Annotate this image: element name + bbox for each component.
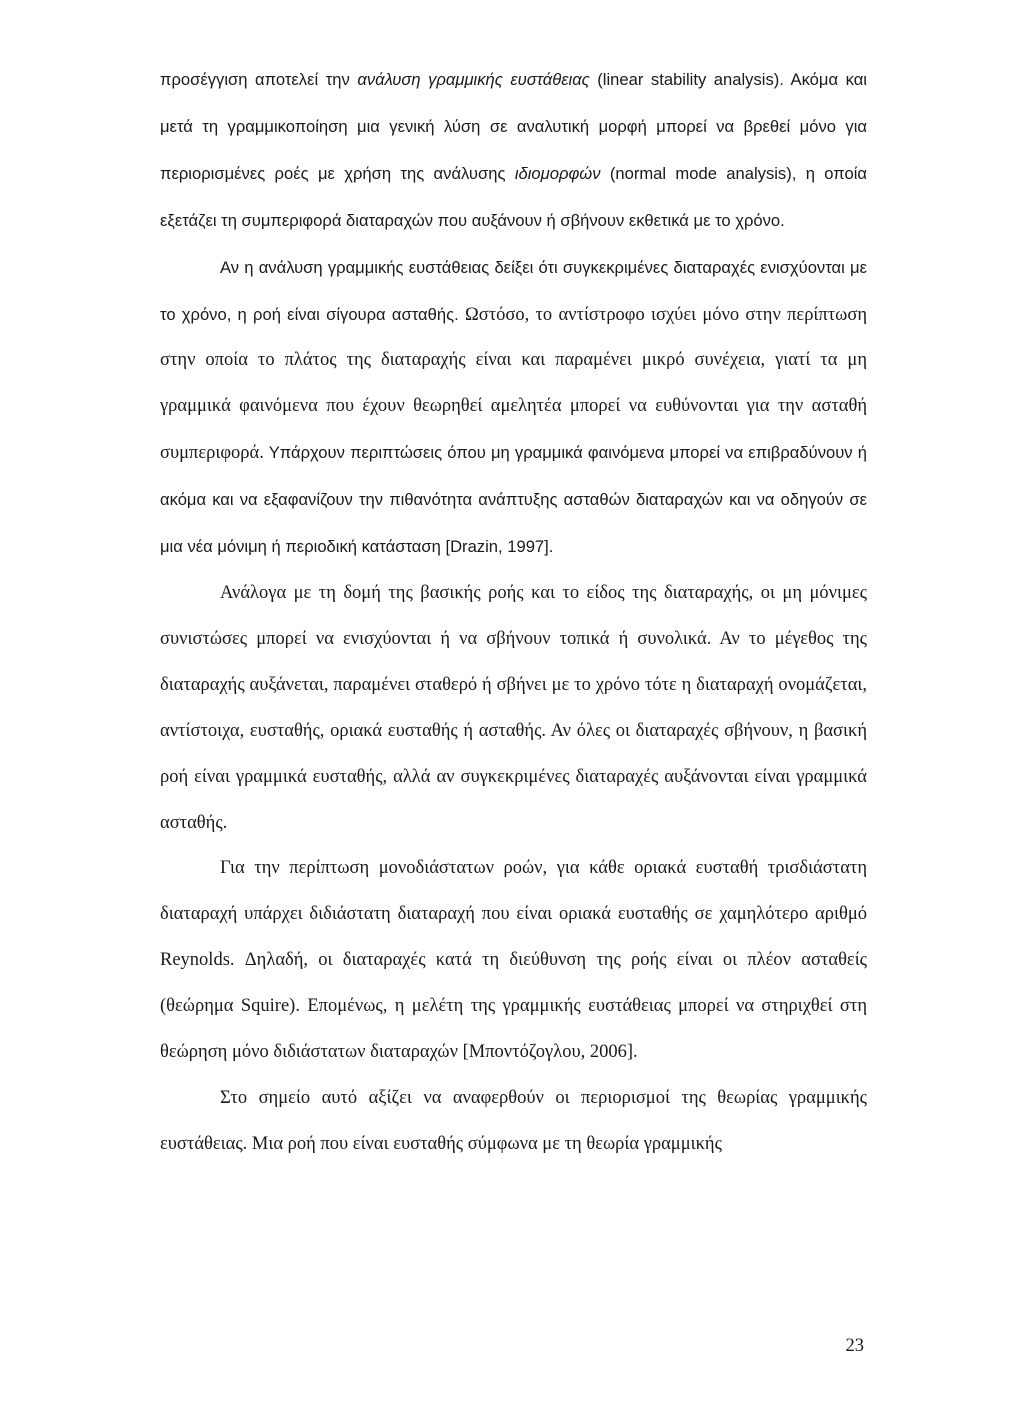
paragraph-2-text-b: Ωστόσο, το αντίστροφο ισχύει μόνο στην περίπτωση στην οποία το πλάτος της διαταραχής είναι και παραμένει μικρό συνέχεια, γιατί τα μη γραμμικά φαινόμενα που έχουν θεωρηθεί αμελητέα μπορεί να ευθύνονται για την ασταθή συμπεριφορά. bbox=[160, 304, 867, 464]
paragraph-3: Ανάλογα με τη δομή της βασικής ροής και το είδος της διαταραχής, οι μη μόνιμες συνιστώσες μπορεί να ενισχύονται ή να σβήνουν τοπικά ή συνολικά. Αν το μέγεθος της διαταραχής αυξάνεται, παραμένει σταθερό ή σβήνει με το χρόνο τότε η διαταραχή ονομάζεται, αντίστοιχα, ευσταθής, οριακά ευσταθής ή ασταθής. Αν όλες οι διαταραχές σβήνουν, η βασική ροή είναι γραμμικά ευσταθής, αλλά αν συγκεκριμένες διαταραχές αυξάνονται είναι γραμμικά ασταθής. bbox=[160, 582, 867, 833]
paragraph-2 bbox=[160, 245, 867, 571]
paragraph-5: Στο σημείο αυτό αξίζει να αναφερθούν οι περιορισμοί της θεωρίας γραμμικής ευστάθειας. Μια ροή που είναι ευσταθής σύμφωνα με τη θεωρία γραμμικής bbox=[160, 1087, 867, 1154]
paragraph-4: Για την περίπτωση μονοδιάστατων ροών, για κάθε οριακά ευσταθή τρισδιάστατη διαταραχή υπάρχει διδιάστατη διαταραχή που είναι οριακά ευσταθής σε χαμηλότερο αριθμό Reynolds. Δηλαδή, οι διαταραχές κατά τη διεύθυνση της ροής είναι οι πλέον ασταθείς (θεώρημα Squire). Επομένως, η μελέτη της γραμμικής ευστάθειας μπορεί να στηριχθεί στη θεώρηση μόνο διδιάστατων διαταραχών [Μποντόζογλου, 2006]. bbox=[160, 858, 867, 1063]
body-text bbox=[160, 57, 867, 1168]
term-normal-mode: ιδιομορφών bbox=[514, 163, 601, 183]
page-number: 23 bbox=[845, 1336, 864, 1356]
paragraph-1 bbox=[160, 57, 867, 245]
paragraph-1-text-c: (normal mode analysis), η οποία εξετάζει τη συμπεριφορά διαταραχών που αυξάνουν ή σβήνουν εκθετικά με το χρόνο. bbox=[160, 163, 867, 230]
paragraph-1-text-b: (linear stability analysis). Ακόμα και μετά τη γραμμικοποίηση μια γενική λύση σε αναλυτική μορφή μπορεί να βρεθεί μόνο για περιορισμένες ροές με χρήση της ανάλυσης bbox=[160, 70, 867, 183]
paragraph-2-text-a: Αν η ανάλυση γραμμικής ευστάθειας δείξει ότι συγκεκριμένες διαταραχές ενισχύονται με το χρόνο, η ροή είναι σίγουρα ασταθής. bbox=[160, 257, 867, 324]
paragraph-2-text-c: Υπάρχουν περιπτώσεις όπου μη γραμμικά φαινόμενα μπορεί να επιβραδύνουν ή ακόμα και να εξαφανίζουν την πιθανότητα ανάπτυξης ασταθών διαταραχών και να οδηγούν σε μια νέα μόνιμη ή περιοδική κατάσταση [Drazin, 1997]. bbox=[160, 443, 867, 557]
paragraph-1-text-a: προσέγγιση αποτελεί την bbox=[160, 70, 358, 89]
term-linear-stability-analysis: ανάλυση γραμμικής ευστάθειας bbox=[357, 70, 590, 89]
